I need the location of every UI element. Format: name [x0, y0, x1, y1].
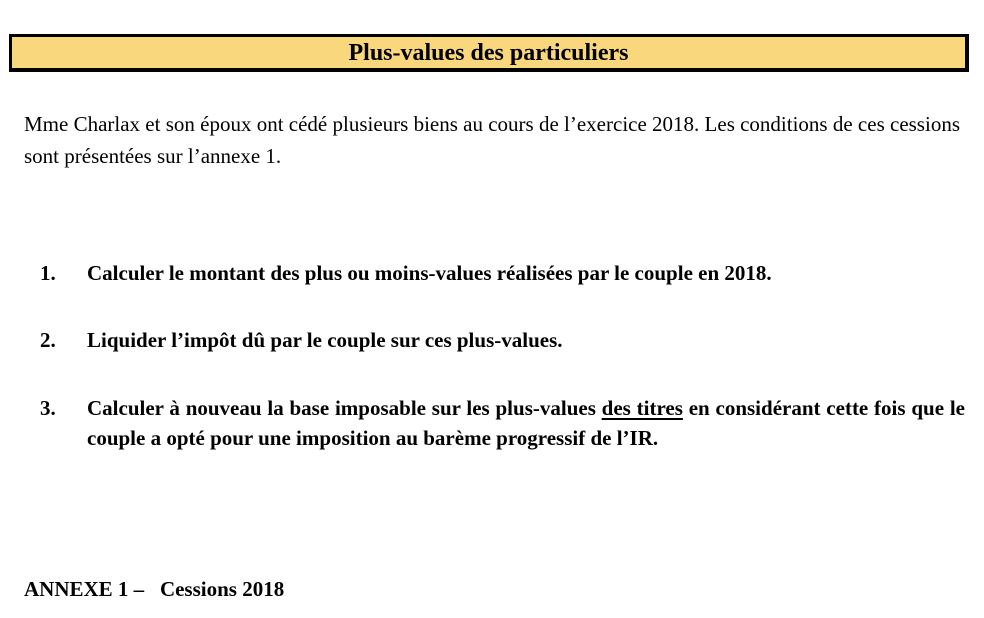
question-text [87, 393, 965, 453]
annexe-label: ANNEXE 1 – [24, 577, 145, 601]
page-title: Plus-values des particuliers [348, 39, 629, 66]
question-2 [40, 325, 965, 355]
question-1 [40, 258, 965, 288]
question-number: 3. [40, 396, 56, 420]
question-3 [40, 393, 965, 453]
annexe-title: Cessions 2018 [159, 577, 285, 601]
question-text-before: Calculer à nouveau la base imposable sur les plus-values [87, 396, 602, 420]
annexe-heading [24, 574, 284, 604]
question-text: Calculer le montant des plus ou moins-values réalisées par le couple en 2018. [87, 261, 772, 285]
question-number: 2. [40, 328, 56, 352]
question-text-underlined: des titres [601, 396, 683, 420]
question-text: Liquider l’impôt dû par le couple sur ces plus-values. [87, 328, 563, 352]
question-number: 1. [40, 261, 56, 285]
intro-paragraph: Mme Charlax et son époux ont cédé plusieurs biens au cours de l’exercice 2018. Les conditions de ces cessions sont présentées sur l’annexe 1. [24, 112, 960, 168]
question-text-after: en considérant cette fois que le couple a opté pour une imposition au barème progressif de l’IR. [87, 396, 965, 450]
